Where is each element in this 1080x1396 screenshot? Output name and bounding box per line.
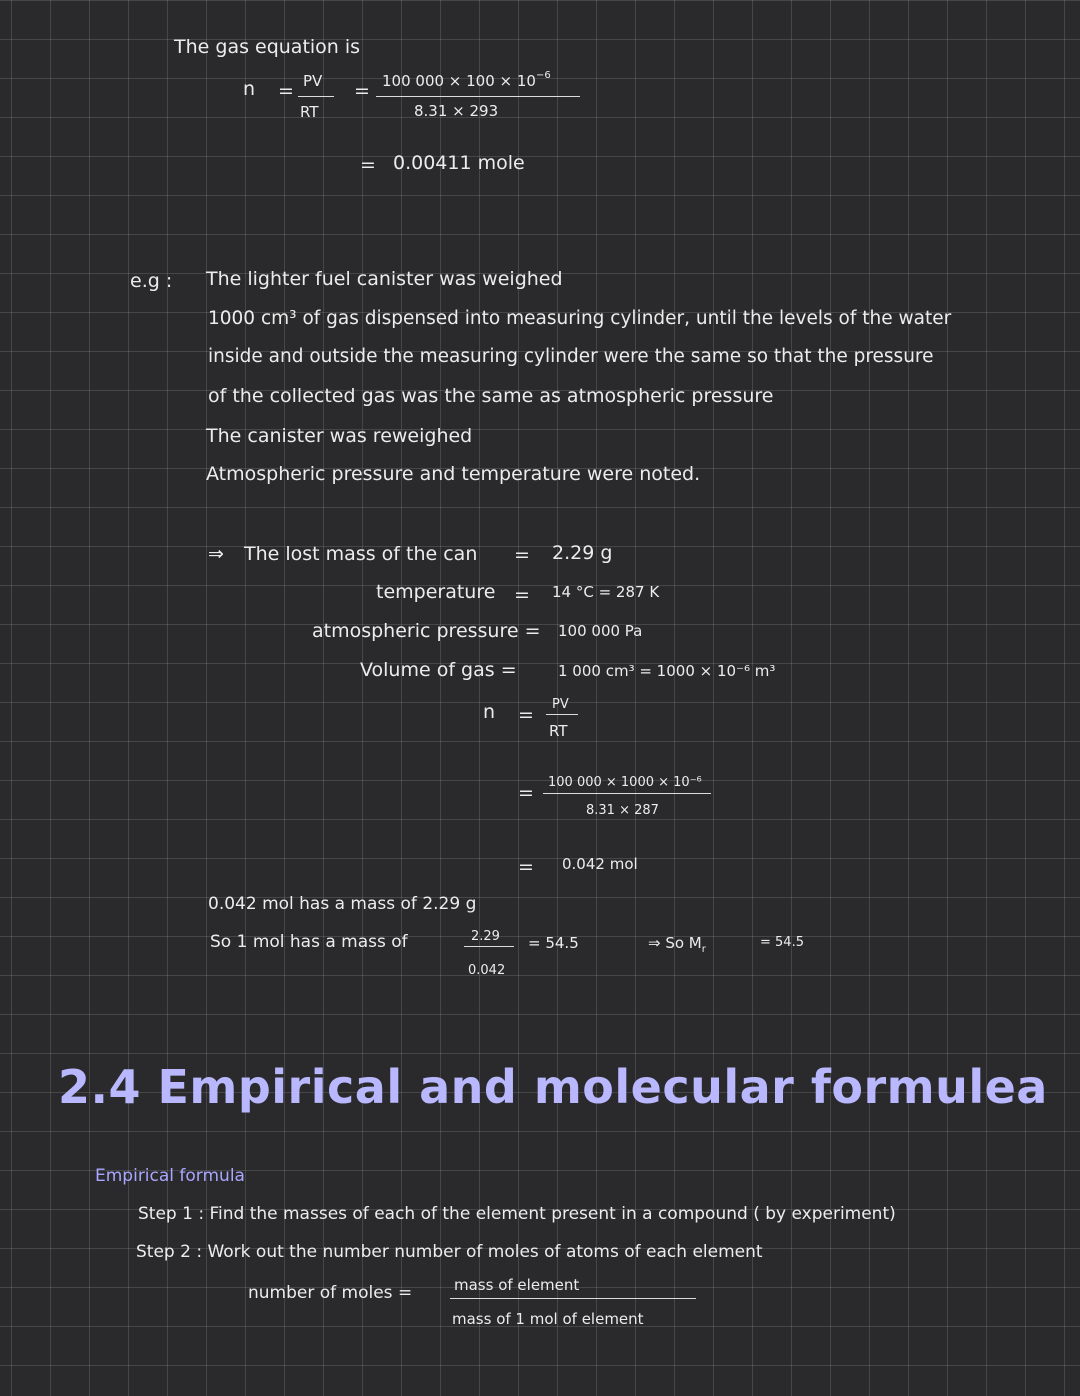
example-line: The lighter fuel canister was weighed [206, 268, 563, 290]
n-symbol: n [243, 78, 256, 100]
fraction-denominator: mass of 1 mol of element [452, 1310, 644, 1328]
temperature-label: temperature [376, 581, 496, 603]
fraction-bar [464, 946, 514, 947]
example-line: of the collected gas was the same as atmospheric pressure [208, 385, 774, 407]
fraction-numerator: mass of element [454, 1276, 580, 1294]
equals-sign: = [278, 80, 294, 102]
moles-label: number of moles = [248, 1283, 413, 1303]
fraction-numerator: 2.29 [471, 929, 500, 944]
volume-value: 1 000 cm³ = 1000 × 10⁻⁶ m³ [558, 662, 776, 680]
example-line: The canister was reweighed [206, 425, 473, 447]
equals-sign: = [354, 80, 370, 102]
pressure-value: 100 000 Pa [558, 622, 643, 640]
n-symbol: n [483, 701, 496, 723]
result-value: 0.00411 mole [393, 152, 525, 174]
equals-sign: = [518, 782, 534, 804]
lost-mass-value: 2.29 g [552, 542, 613, 564]
example-line: Atmospheric pressure and temperature were noted. [206, 463, 701, 485]
fraction-denominator: RT [549, 722, 568, 740]
equals-sign: = [518, 704, 534, 726]
gas-equation-intro: The gas equation is [174, 36, 361, 58]
temperature-value: 14 °C = 287 K [552, 583, 660, 601]
fraction-denominator: 8.31 × 287 [586, 803, 659, 818]
molar-mass-value: = 54.5 [528, 934, 579, 952]
arrow-icon: ⇒ [208, 543, 224, 565]
equals-sign: = [514, 584, 530, 606]
mr-value: = 54.5 [760, 935, 804, 950]
example-line: inside and outside the measuring cylinder were the same so that the pressure [208, 346, 934, 367]
lost-mass-label: The lost mass of the can [244, 543, 478, 565]
result-value: 0.042 mol [562, 855, 638, 873]
fraction-numerator: 100 000 × 1000 × 10⁻⁶ [548, 775, 702, 790]
mr-label: ⇒ So $M_r$ [648, 934, 706, 955]
mass-line: 0.042 mol has a mass of 2.29 g [208, 894, 477, 914]
fraction-numerator: PV [303, 72, 323, 90]
equals-sign: = [360, 154, 376, 176]
fraction-numerator: PV [552, 697, 569, 712]
fraction-bar [450, 1298, 696, 1299]
fraction-numerator: 100 $000 \times 100 \times 10^{-6}$ [382, 70, 551, 90]
pressure-label: atmospheric pressure = [312, 620, 541, 642]
fraction-bar [543, 793, 711, 794]
fraction-denominator: 8.31 × 293 [414, 102, 499, 120]
equals-sign: = [518, 856, 534, 878]
step-2: Step 2 : Work out the number number of moles of atoms of each element [136, 1242, 763, 1262]
fraction-bar [376, 96, 580, 97]
example-label: e.g : [130, 270, 173, 292]
fraction-denominator: 0.042 [468, 963, 506, 978]
step-1: Step 1 : Find the masses of each of the element present in a compound ( by experiment) [138, 1204, 896, 1224]
section-title: 2.4 Empirical and molecular formulea [58, 1060, 1048, 1114]
equals-sign: = [514, 544, 530, 566]
fraction-bar [298, 96, 334, 97]
example-line: 1000 cm³ of gas dispensed into measuring cylinder, until the levels of the water [208, 308, 952, 329]
fraction-bar [546, 714, 578, 715]
section-subtitle: Empirical formula [95, 1166, 245, 1186]
volume-label: Volume of gas = [360, 659, 517, 681]
so-line: So 1 mol has a mass of [210, 932, 408, 952]
fraction-denominator: RT [300, 103, 319, 121]
